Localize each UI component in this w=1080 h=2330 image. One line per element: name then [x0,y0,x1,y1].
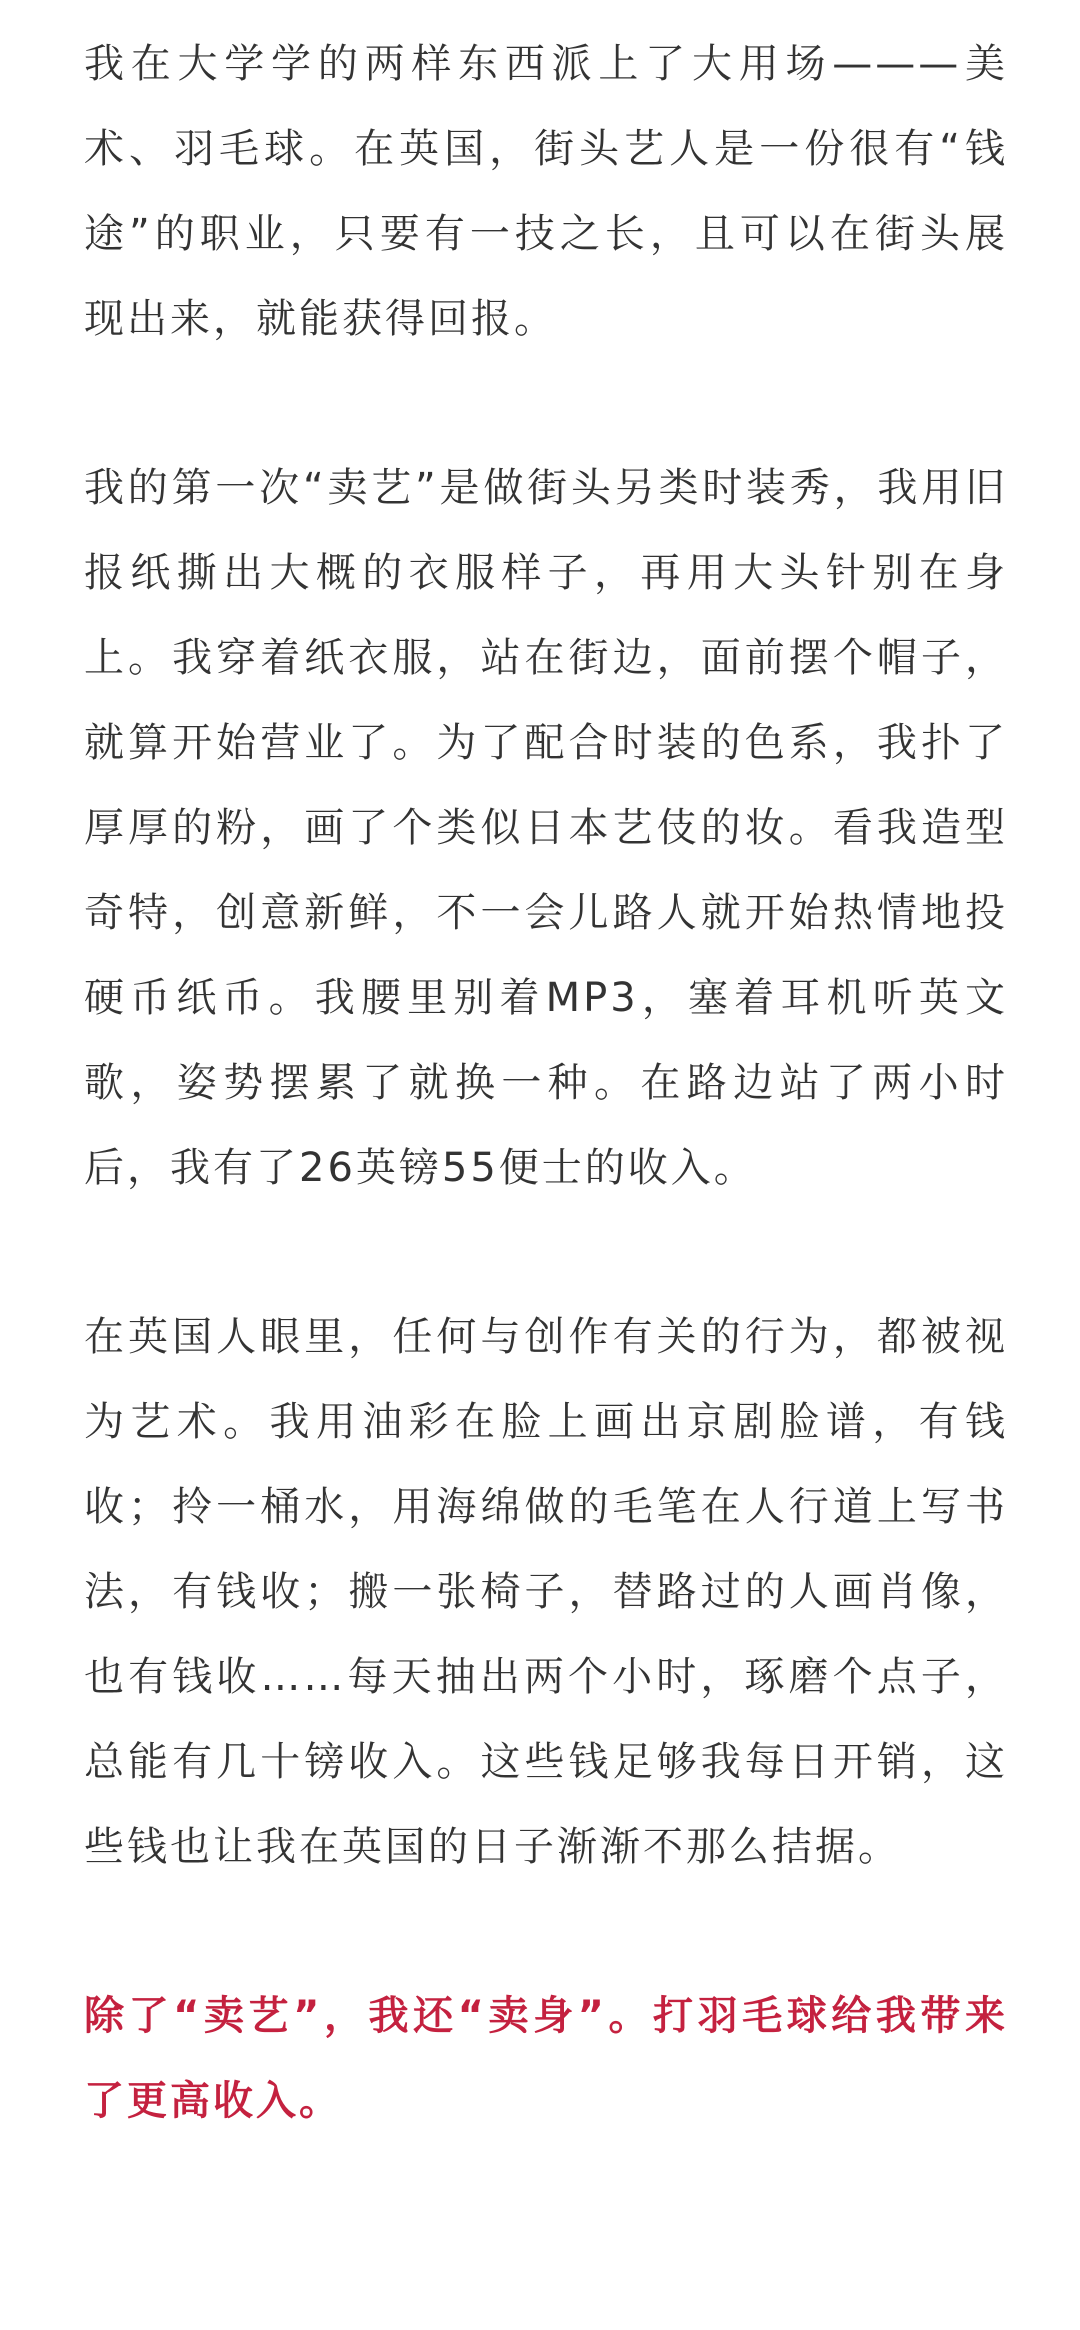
paragraph-1: 我在大学学的两样东西派上了大用场———美术、羽毛球。在英国，街头艺人是一份很有“钱途”的职业，只要有一技之长，且可以在街头展现出来，就能获得回报。 [84,41,1008,342]
paragraph-3: 在英国人眼里，任何与创作有关的行为，都被视为艺术。我用油彩在脸上画出京剧脸谱，有钱收；拎一桶水，用海绵做的毛笔在人行道上写书法，有钱收；搬一张椅子，替路过的人画肖像，也有钱收……每天抽出两个小时，琢磨个点子，总能有几十镑收入。这些钱足够我每日开销，这些钱也让我在英国的日子渐渐不那么拮据。 [84,1314,1008,1870]
paragraph-2: 我的第一次“卖艺”是做街头另类时装秀，我用旧报纸撕出大概的衣服样子，再用大头针别在身上。我穿着纸衣服，站在街边，面前摆个帽子，就算开始营业了。为了配合时装的色系，我扑了厚厚的粉，画了个类似日本艺伎的妆。看我造型奇特，创意新鲜，不一会儿路人就开始热情地投硬币纸币。我腰里别着MP3，塞着耳机听英文歌，姿势摆累了就换一种。在路边站了两小时后，我有了26英镑55便士的收入。 [84,465,1008,1191]
highlight-paragraph: 除了“卖艺”，我还“卖身”。打羽毛球给我带来了更高收入。 [84,1993,1008,2124]
